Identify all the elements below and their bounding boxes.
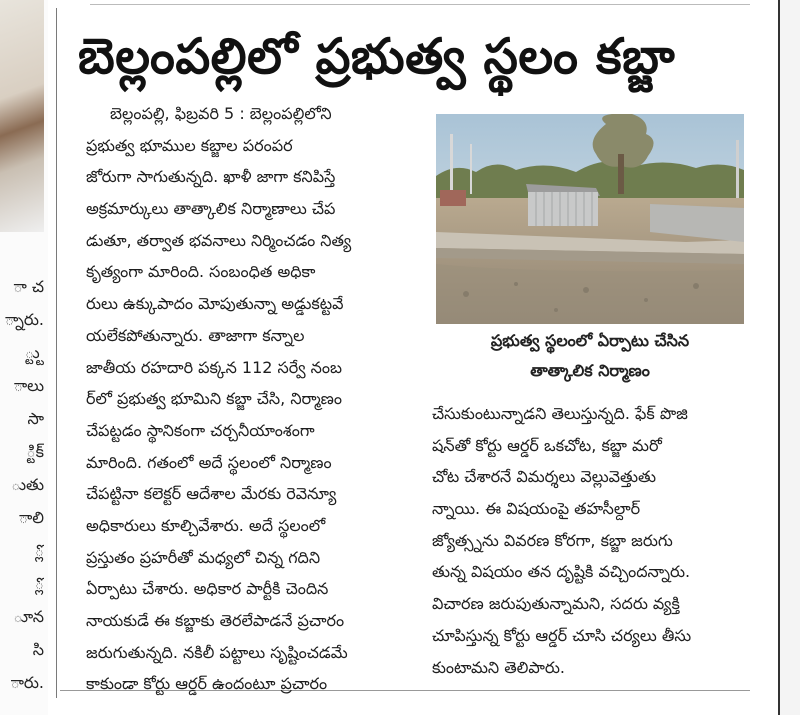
article-line: ర్‌లో ప్రభుత్వ భూమిని కబ్జా చేసి, నిర్మాణం: [86, 389, 342, 409]
article-line: నాయకుడే ఈ కబ్జాకు తెరలేపాడనే ప్రచారం: [86, 611, 345, 630]
adjacent-fragment: ్లో: [34, 541, 44, 560]
article-line: ప్రభుత్వ భూముల కబ్జాల పరంపర: [86, 135, 293, 155]
adjacent-fragment: సా: [27, 409, 44, 428]
adjacent-fragment: ాలు: [13, 376, 44, 395]
construction-site-photo: [436, 114, 744, 324]
photo-caption: [436, 326, 744, 386]
article-column-left: [86, 98, 416, 700]
article-line: బెల్లంపల్లి, ఫిబ్రవరి 5 : బెల్లంపల్లిలోని: [110, 104, 332, 123]
caption-line: ప్రభుత్వ స్థలంలో ఏర్పాటు చేసిన: [490, 331, 690, 350]
article-line: రులు ఉక్కుపాదం మోపుతున్నా అడ్డుకట్టవే: [86, 294, 344, 314]
article-line: జోరుగా సాగుతున్నది. ఖాళీ జాగా కనిపిస్తే: [86, 167, 336, 187]
article-column-right: [432, 398, 750, 683]
article-line: చేపట్టినా కలెక్టర్ ఆదేశాల మేరకు రెవెన్యూ: [86, 484, 337, 504]
article-line: ప్రస్తుతం ప్రహరీతో మధ్యలో చిన్న గదిని: [86, 547, 321, 567]
article-line: కాకుండా కోర్టు ఆర్డర్ ఉందంటూ ప్రచారం: [86, 674, 328, 694]
article-line: విచారణ జరుపుతున్నామని, సదరు వ్యక్తి: [432, 594, 680, 614]
article-line: డుతూ, తర్వాత భవనాలు నిర్మించడం నిత్య: [86, 230, 352, 250]
adjacent-column-text: [0, 270, 44, 699]
article-line: జ్యోత్స్నను వివరణ కోరగా, కబ్జా జరుగు: [432, 530, 673, 550]
adjacent-fragment: ్టిక్: [26, 442, 44, 461]
article-line: కృత్యంగా మారింది. సంబంధిత అధికా: [86, 262, 316, 282]
adjacent-photo: [0, 0, 44, 232]
article-line: అధికారులు కూల్చివేశారు. అదే స్థలంలో: [86, 515, 326, 535]
news-photo: [436, 114, 744, 324]
article-line: తున్న విషయం తన దృష్టికి వచ్చిందన్నారు.: [432, 562, 691, 582]
adjacent-fragment: ్లో: [34, 574, 44, 593]
adjacent-fragment: ాలి: [18, 508, 44, 527]
article-line: షన్‌తో కోర్టు ఆర్డర్ ఒకచోట, కబ్జా మరో: [432, 435, 662, 455]
top-divider: [90, 4, 750, 5]
article-line: చేపట్టడం స్థానికంగా చర్చనీయాంశంగా: [86, 420, 315, 440]
article-line: యలేకపోతున్నారు. తాజాగా కన్నాల: [86, 325, 305, 345]
article-line: చేసుకుంటున్నాడని తెలుస్తున్నది. ఫేక్ పొజి: [432, 404, 688, 423]
adjacent-fragment: ా చ: [13, 277, 44, 296]
article-line: న్నాయి. ఈ విషయంపై తహసీల్దార్: [432, 499, 641, 519]
article-line: చూపిస్తున్న కోర్టు ఆర్డర్ చూసి చర్యలు తీసు: [432, 625, 692, 645]
article-line: ఏర్పాటు చేశారు. అధికార పార్టీకి చెందిన: [86, 579, 329, 599]
article-line: కుంటామని తెలిపారు.: [432, 657, 566, 677]
adjacent-fragment: ుతు: [11, 475, 44, 494]
article-headline: బెల్లంపల్లిలో ప్రభుత్వ స్థలం కబ్జా: [78, 28, 676, 85]
column-divider: [56, 8, 57, 698]
page-margin: [780, 0, 800, 715]
caption-line: తాత్కాలిక నిర్మాణం: [530, 361, 650, 380]
article-line: మారింది. గతంలో అదే స్థలంలో నిర్మాణం: [86, 452, 332, 472]
adjacent-fragment: ారు.: [10, 673, 44, 692]
adjacent-fragment: ్ట్టు: [24, 343, 44, 362]
article-line: జరుగుతున్నది. నకిలీ పట్టాలు సృష్టించడమే: [86, 642, 348, 662]
adjacent-fragment: ూన: [13, 607, 44, 626]
adjacent-fragment: సి: [32, 640, 44, 659]
adjacent-fragment: ్నారు.: [4, 310, 44, 329]
article-line: చోట చేశారనే విమర్శలు వెల్లువెత్తుతు: [432, 467, 657, 487]
article-line: జాతీయ రహదారి పక్కన 112 సర్వే నంబ: [86, 357, 343, 377]
article-line: అక్రమార్కులు తాత్కాలిక నిర్మాణాలు చేప: [86, 199, 336, 219]
